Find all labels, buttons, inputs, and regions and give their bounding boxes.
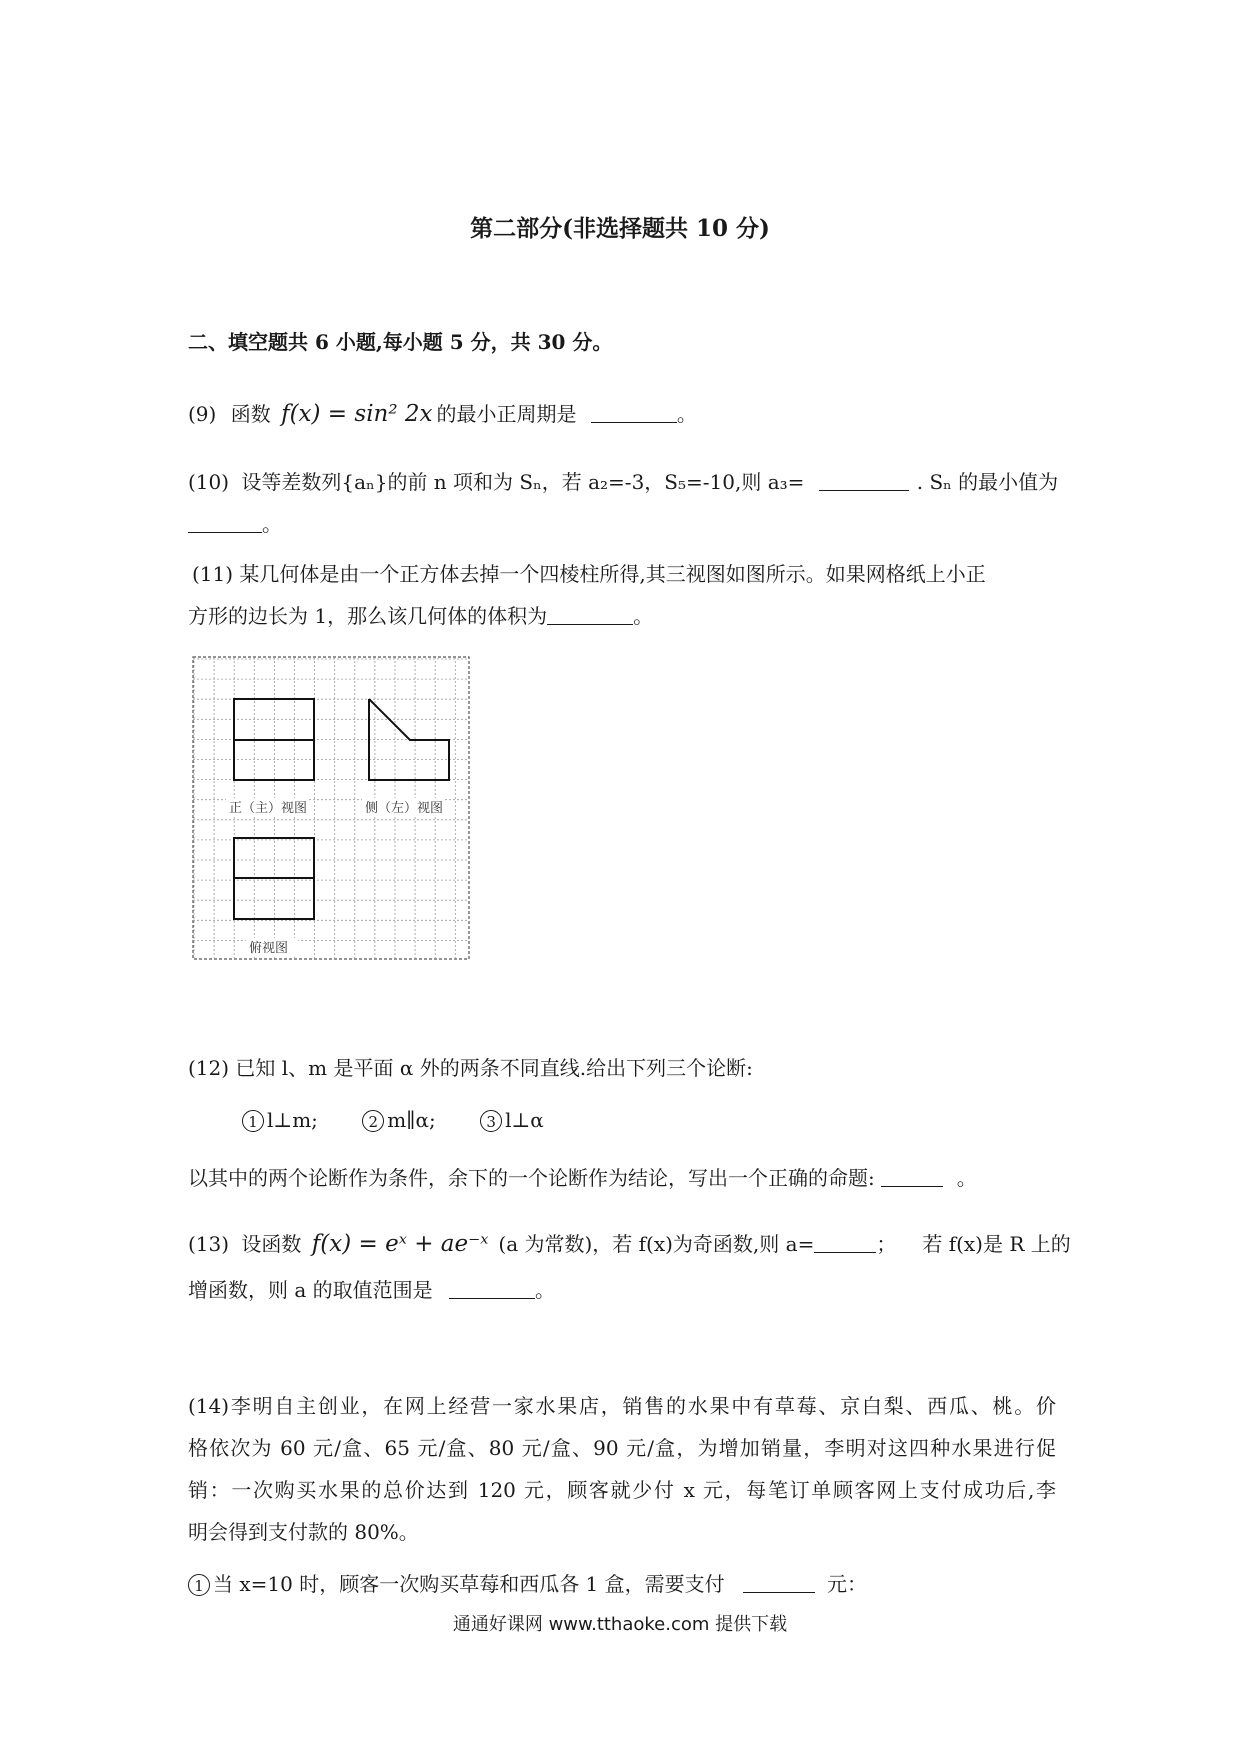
top-view-label: 俯视图 bbox=[249, 941, 289, 956]
three-view-figure-svg bbox=[192, 656, 470, 960]
question-14-line-1: (14)李明自主创业，在网上经营一家水果店，销售的水果中有草莓、京白梨、西瓜、桃。价 bbox=[188, 1394, 1056, 1418]
side-view-label: 侧（左）视图 bbox=[365, 801, 444, 816]
q9-number: (9) bbox=[188, 402, 217, 426]
circled-number-3: 3 bbox=[480, 1110, 502, 1132]
q12-text-3: 以其中的两个论断作为条件，余下的一个论断作为结论，写出一个正确的命题: bbox=[188, 1166, 875, 1190]
q14-sub-1-text: 当 x=10 时，顾客一次购买草莓和西瓜各 1 盒，需要支付 bbox=[213, 1572, 725, 1596]
q13-number: (13) bbox=[188, 1232, 230, 1256]
q9-answer-blank[interactable] bbox=[591, 404, 677, 423]
q14-sub-1-end: 元： bbox=[827, 1572, 867, 1596]
front-view-label: 正（主）视图 bbox=[229, 801, 308, 816]
circled-number-2: 2 bbox=[362, 1110, 384, 1132]
circled-number-1: 1 bbox=[242, 1110, 264, 1132]
q13-formula: f(x) = eˣ + ae⁻ˣ bbox=[311, 1231, 489, 1257]
q10-end: 。 bbox=[262, 512, 282, 536]
page-footer: 通通好课网 www.tthaoke.com 提供下载 bbox=[452, 1614, 788, 1635]
q10-a3-blank[interactable] bbox=[819, 472, 909, 491]
page-title: 第二部分(非选择题共 10 分) bbox=[470, 215, 770, 242]
q13-end: 。 bbox=[535, 1278, 555, 1302]
q12-answer-blank[interactable] bbox=[881, 1168, 943, 1187]
q11-text-2: 方形的边长为 1，那么该几何体的体积为 bbox=[188, 604, 548, 628]
question-14-sub-1 bbox=[188, 1568, 867, 1597]
q13-text-3: ； bbox=[876, 1232, 897, 1256]
question-11: (11) 某几何体是由一个正方体去掉一个四棱柱所得,其三视图如图所示。如果网格纸上小正 bbox=[192, 562, 986, 586]
q10-number: (10) bbox=[188, 470, 230, 494]
q13-text: 设函数 bbox=[241, 1232, 302, 1256]
question-14-line-3: 销：一次购买水果的总价达到 120 元，顾客就少付 x 元，每笔订单顾客网上支付成功后,李 bbox=[188, 1478, 1056, 1502]
q12-option-2: 2 m∥α; bbox=[362, 1108, 435, 1132]
q10-text: 设等差数列{aₙ}的前 n 项和为 Sₙ，若 a₂=-3，S₅=-10,则 a₃= bbox=[241, 470, 805, 494]
q13-line-2-text: 增函数，则 a 的取值范围是 bbox=[188, 1278, 433, 1302]
q14-sub-1-blank[interactable] bbox=[743, 1574, 815, 1593]
question-10-line-2 bbox=[188, 508, 282, 537]
q11-end: 。 bbox=[633, 604, 654, 628]
q10-min-blank[interactable] bbox=[188, 514, 262, 533]
q11-answer-blank[interactable] bbox=[547, 606, 633, 625]
q9-end: 。 bbox=[676, 402, 697, 426]
question-14-line-4: 明会得到支付款的 80%。 bbox=[188, 1520, 419, 1544]
q13-text-4: 若 f(x)是 R 上的 bbox=[922, 1232, 1071, 1256]
question-12-line-3 bbox=[188, 1162, 977, 1191]
q10-text-2: . Sₙ 的最小值为 bbox=[916, 470, 1059, 494]
q9-text-2: 的最小正周期是 bbox=[436, 402, 577, 426]
q12-option-3: 3 l⊥α bbox=[480, 1108, 544, 1132]
question-10 bbox=[188, 466, 1058, 495]
q12-option-1: 1 l⊥m; bbox=[242, 1108, 318, 1132]
circled-number-sub-1: 1 bbox=[188, 1574, 210, 1596]
section-heading: 二、填空题共 6 小题,每小题 5 分，共 30 分。 bbox=[188, 330, 613, 354]
q13-a-blank[interactable] bbox=[814, 1234, 876, 1253]
q13-text-2: (a 为常数)，若 f(x)为奇函数,则 a= bbox=[498, 1232, 815, 1256]
question-14-line-2: 格依次为 60 元/盒、65 元/盒、80 元/盒、90 元/盒，为增加销量，李明对这四种水果进行促 bbox=[188, 1436, 1056, 1460]
q9-text: 函数 bbox=[230, 402, 271, 426]
q9-formula: f(x) = sin² 2x bbox=[281, 401, 433, 427]
q13-range-blank[interactable] bbox=[449, 1280, 535, 1299]
question-13-line-2 bbox=[188, 1274, 555, 1303]
question-9 bbox=[188, 398, 697, 427]
question-13 bbox=[188, 1228, 1071, 1257]
question-12-options bbox=[242, 1108, 544, 1132]
question-12: (12) 已知 l、m 是平面 α 外的两条不同直线.给出下列三个论断: bbox=[188, 1056, 753, 1080]
three-view-figure bbox=[192, 656, 470, 960]
question-11-line-2 bbox=[188, 600, 653, 629]
q12-end: 。 bbox=[956, 1166, 977, 1190]
